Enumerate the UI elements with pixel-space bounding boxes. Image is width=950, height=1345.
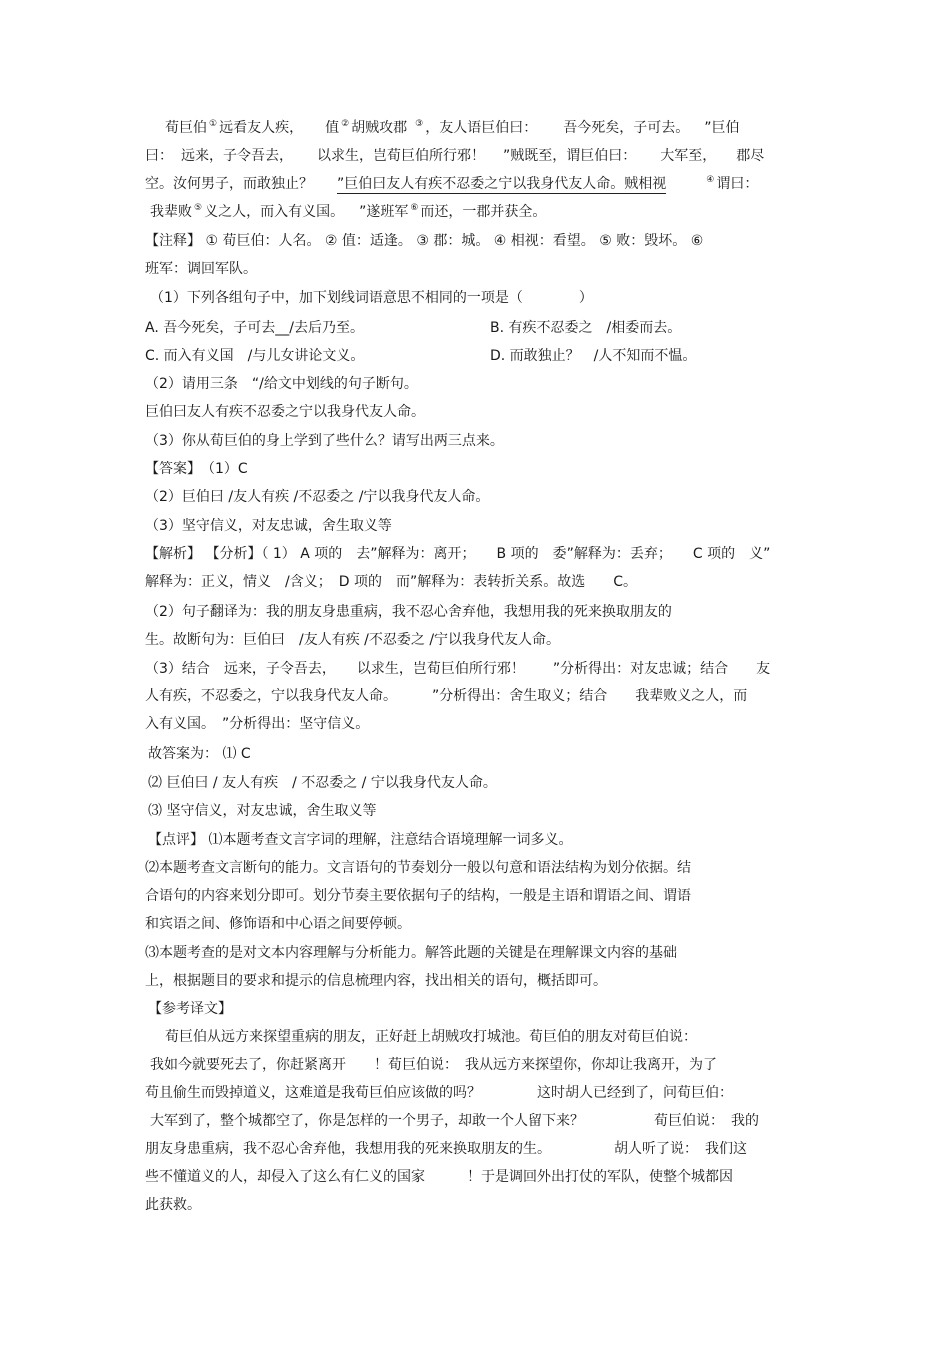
text-span: 远来，子令吾去，	[181, 148, 293, 164]
text-span: 值	[325, 120, 340, 136]
text-span: 胡贼攻郡	[351, 120, 408, 136]
translation-line-2: 我如今就要死去了，你赶紧离开 ！荀巨伯说： 我从远方来探望你，你却让我离开，为了	[150, 1057, 717, 1073]
text-span: ”巨伯	[704, 120, 740, 136]
analysis-line-8: 故答案为： ⑴ C	[148, 746, 251, 762]
analysis-line-4: 生。故断句为：巨伯曰 /友人有疾 /不忍委之 /宁以我身代友人命。	[145, 632, 561, 648]
translation-line-3: 苟且偷生而毁掉道义，这难道是我荀巨伯应该做的吗？ 这时胡人已经到了，问荀巨伯：	[145, 1085, 733, 1101]
answer-line-3: （3）坚守信义，对友忠诚，舍生取义等	[145, 518, 392, 534]
passage-line-3	[145, 174, 758, 194]
comment-line-6: 上，根据题目的要求和提示的信息梳理内容，找出相关的语句，概括即可。	[145, 973, 607, 989]
translation-line-6: 些不懂道义的人，却侵入了这么有仁义的国家 ！于是调回外出打仗的军队，使整个城都因	[145, 1169, 733, 1185]
underlined-sentence: ”巨伯曰友人有疾不忍委之宁以我身代友人命。贼相视	[337, 176, 667, 192]
passage-line-2	[145, 146, 764, 166]
option-d: D. 而敢独止？ /人不知而不愠。	[490, 348, 697, 364]
footnote-marker: ③	[415, 119, 424, 130]
text-span: ”遂班军	[359, 204, 409, 220]
analysis-line-3: （2）句子翻译为：我的朋友身患重病，我不忍心舍弃他，我想用我的死来换取朋友的	[145, 604, 672, 620]
comment-line-3: 合语句的内容来划分即可。划分节奏主要依据句子的结构，一般是主语和谓语之间、谓语	[145, 888, 691, 904]
text-span: 谓曰：	[716, 176, 759, 192]
translation-line-1: 荀巨伯从远方来探望重病的朋友，正好赶上胡贼攻打城池。荀巨伯的朋友对荀巨伯说：	[165, 1029, 697, 1045]
analysis-line-2: 解释为：正义，情义 /含义； D 项的 而”解释为：表转折关系。故选 C。	[145, 574, 637, 590]
comment-line-2: ⑵本题考查文言断句的能力。文言语句的节奏划分一般以句意和语法结构为划分依据。结	[145, 860, 691, 876]
translation-line-5: 朋友身患重病，我不忍心舍弃他，我想用我的死来换取朋友的生。 胡人听了说： 我们这	[145, 1141, 747, 1157]
footnote-marker: ⑤	[194, 203, 203, 214]
footnote-marker: ④	[706, 175, 715, 186]
question-1-stem: （1）下列各组句子中，加下划线词语意思不相同的一项是（ ）	[150, 290, 593, 306]
text-span: ”贼既至，谓巨伯曰：	[503, 148, 637, 164]
question-2-stem: （2）请用三条 “/给文中划线的句子断句。	[145, 376, 418, 392]
text-span: 而还，一郡并获全。	[420, 204, 547, 220]
comment-line-5: ⑶本题考查的是对文本内容理解与分析能力。解答此题的关键是在理解课文内容的基础	[145, 945, 677, 961]
text-span: 郡尽	[736, 148, 765, 164]
text-span: 义之人，而入有义国。	[204, 204, 338, 220]
question-3-stem: （3）你从荀巨伯的身上学到了些什么？请写出两三点来。	[145, 433, 504, 449]
text-span: 空。汝何男子，而敢独止？	[145, 176, 313, 192]
comment-line-4: 和宾语之间、修饰语和中心语之间要停顿。	[145, 916, 411, 932]
passage-line-1	[165, 118, 740, 138]
analysis-line-5: （3）结合 远来，子令吾去， 以求生，岂荀巨伯所行邪！ ”分析得出：对友忠诚；结合 友	[145, 661, 771, 677]
text-span: 曰：	[145, 148, 173, 164]
answer-line-1: 【答案】 （1）C	[145, 461, 248, 477]
analysis-line-10: ⑶ 坚守信义，对友忠诚，舍生取义等	[148, 803, 377, 819]
question-2-sentence: 巨伯曰友人有疾不忍委之宁以我身代友人命。	[145, 404, 425, 420]
analysis-line-7: 入有义国。 ”分析得出：坚守信义。	[145, 716, 370, 732]
passage-line-4	[150, 202, 546, 222]
analysis-line-1: 【解析】 【分析】（ 1） A 项的 去”解释为：离开； B 项的 委”解释为：丢弃； C 项的 义”	[145, 546, 771, 562]
footnote-marker: ②	[341, 119, 350, 130]
comment-line-1: 【点评】 ⑴本题考查文言字词的理解，注意结合语境理解一词多义。	[148, 832, 573, 848]
text-span: 吾今死矣，子可去。	[563, 120, 683, 136]
translation-line-4: 大军到了，整个城都空了，你是怎样的一个男子，却敢一个人留下来？ 荀巨伯说： 我的	[150, 1113, 759, 1129]
option-b: B. 有疾不忍委之 /相委而去。	[490, 320, 682, 336]
text-span: 远看友人疾，	[219, 120, 304, 136]
text-span: 以求生，岂荀巨伯所行邪！	[317, 148, 485, 164]
translation-title: 【参考译文】	[148, 1001, 232, 1017]
analysis-line-9: ⑵ 巨伯曰 / 友人有疾 / 不忍委之 / 宁以我身代友人命。	[148, 775, 497, 791]
answer-line-2: （2）巨伯曰 /友人有疾 /不忍委之 /宁以我身代友人命。	[145, 489, 490, 505]
notes-line-1: 【注释】 ① 荀巨伯：人名。 ② 值：适逢。 ③ 郡：城。 ④ 相视：看望。 ⑤ 败：毁坏。 ⑥	[145, 233, 704, 249]
notes-line-2: 班军：调回军队。	[145, 261, 257, 277]
text-span: 我辈败	[150, 204, 192, 220]
option-a: A. 吾今死矣，子可去__/去后乃至。	[145, 320, 364, 336]
footnote-marker: ①	[209, 119, 218, 130]
translation-line-7: 此获救。	[145, 1197, 201, 1213]
analysis-line-6: 人有疾，不忍委之，宁以我身代友人命。 ”分析得出：舍生取义；结合 我辈败义之人，而	[145, 688, 748, 704]
text-span: 大军至，	[660, 148, 717, 164]
text-span: 荀巨伯	[165, 120, 207, 136]
text-span: ，友人语巨伯曰：	[425, 120, 538, 136]
option-c: C. 而入有义国 /与儿女讲论文义。	[145, 348, 365, 364]
footnote-marker: ⑥	[410, 203, 419, 214]
